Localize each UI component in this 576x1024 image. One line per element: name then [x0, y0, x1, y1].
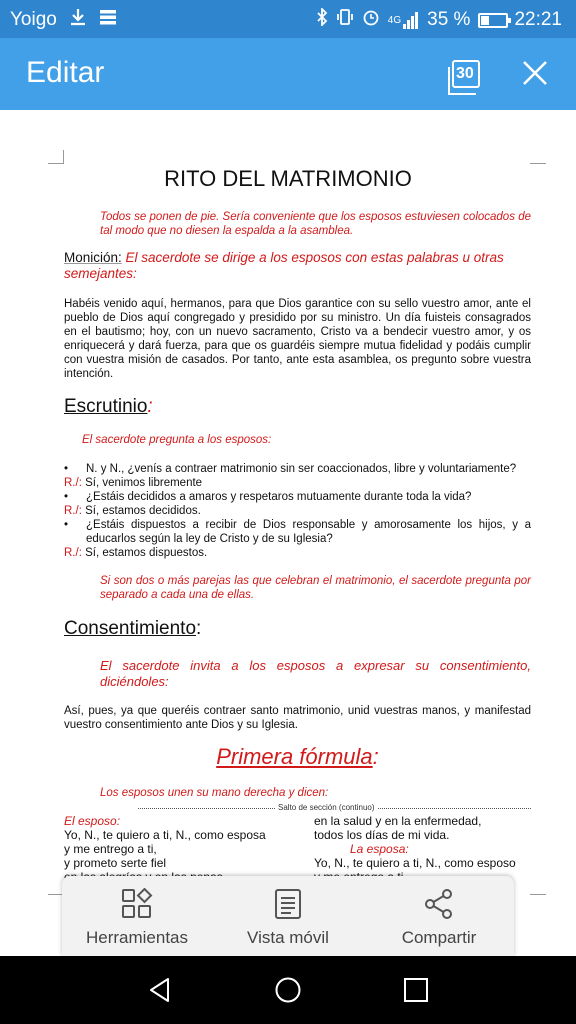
question-1: • N. y N., ¿venís a contraer matrimonio sin ser coaccionados, libre y voluntariamente?	[64, 462, 531, 476]
response-1	[64, 476, 531, 490]
signal-icon	[403, 11, 419, 29]
esposa-column	[314, 814, 534, 884]
escrutinio-note: El sacerdote pregunta a los esposos:	[82, 434, 272, 446]
document-page[interactable]	[0, 110, 576, 956]
manos-note: Los esposos unen su mano derecha y dicen:	[100, 787, 329, 799]
response-label: R./:	[64, 505, 82, 517]
close-icon[interactable]	[520, 58, 550, 88]
question-3: • ¿Estáis dispuestos a recibir de Dios responsable y amorosamente los hijos, y a educarlos según la ley de Cristo y de su Iglesia?	[64, 518, 531, 546]
parejas-note: Si son dos o más parejas las que celebran el matrimonio, el sacerdote pregunta por separado a cada una de ellas.	[100, 575, 531, 601]
response-text: Sí, estamos dispuestos.	[85, 547, 208, 559]
esposa-line: en la salud y en la enfermedad,	[314, 814, 482, 828]
home-icon[interactable]	[274, 976, 302, 1004]
esposo-line: y prometo serte fiel	[64, 856, 167, 870]
clock: 22:21	[514, 9, 562, 30]
intro-note: Todos se ponen de pie. Sería conveniente que los esposos estuviesen colocados de tal modo que no diesen la espalda a la asamblea.	[100, 211, 531, 237]
esposa-line: todos los días de mi vida.	[314, 828, 450, 842]
bluetooth-icon	[316, 8, 328, 32]
consentimiento-colon: :	[196, 618, 202, 639]
response-text: Sí, estamos decididos.	[85, 505, 201, 517]
page-title: Editar	[26, 56, 105, 89]
section-break-label: Salto de sección (continuo)	[278, 803, 375, 812]
escrutinio-heading-text: Escrutinio	[64, 396, 148, 417]
esposo-column	[64, 814, 294, 884]
navigation-bar	[0, 956, 576, 1024]
esposa-label: La esposa:	[350, 842, 409, 856]
primera-formula-heading	[64, 744, 531, 770]
consentimiento-heading	[64, 618, 531, 640]
monicion-body: Habéis venido aquí, hermanos, para que Dios garantice con su sello vuestro amor, ante el pueblo de Dios aquí congregado y presidido por su ministro. Un día fuisteis consagrados en el bautismo; hoy, con un nuevo sacramento, Cristo va a bendecir vuestro amor, y os enriquecerá y dará fuerza, para que os guardéis siempre mutua fidelidad y podáis cumplir con vuestra misión de casados. Por tanto, ante esta asamblea, os pregunto sobre vuestra intención.	[64, 298, 531, 380]
carrier-name: Yoigo	[10, 9, 57, 30]
mobile-view-button[interactable]	[213, 888, 363, 948]
consentimiento-body: Así, pues, ya que queréis contraer santo matrimonio, unid vuestras manos, y manifestad vuestro consentimiento ante Dios y su Iglesia.	[64, 705, 531, 731]
esposa-line: Yo, N., te quiero a ti, N., como esposo	[314, 856, 516, 870]
tools-icon	[121, 888, 153, 920]
status-bar	[0, 0, 576, 38]
question-2: • ¿Estáis decididos a amaros y respetaros mutuamente durante toda la vida?	[64, 490, 531, 504]
calendar-number: 30	[456, 65, 474, 82]
esposo-line: y me entrego a ti,	[64, 842, 157, 856]
app-bar	[0, 38, 576, 110]
tools-button[interactable]	[62, 888, 212, 948]
margin-mark-bottom-right	[530, 894, 546, 896]
esposo-label: El esposo:	[64, 814, 121, 828]
mobile-view-icon	[272, 888, 304, 920]
share-icon	[423, 888, 455, 920]
battery-percent: 35 %	[427, 9, 471, 30]
esposo-line: Yo, N., te quiero a ti, N., como esposa	[64, 828, 266, 842]
margin-mark-top-left	[48, 150, 64, 164]
bottom-toolbar	[62, 876, 514, 956]
response-label: R./:	[64, 477, 82, 489]
battery-icon	[478, 13, 508, 28]
share-button[interactable]	[364, 888, 514, 948]
margin-mark-top-right	[530, 150, 546, 164]
download-icon	[69, 8, 87, 32]
question-list	[64, 462, 531, 560]
monicion-label: Monición:	[64, 250, 122, 265]
vibrate-icon	[336, 8, 354, 32]
back-icon[interactable]	[146, 976, 174, 1004]
monicion-paragraph	[64, 250, 531, 282]
primera-formula-text: Primera fórmula	[216, 744, 373, 769]
storage-icon	[99, 8, 117, 32]
calendar-icon[interactable]	[452, 60, 480, 88]
consentimiento-heading-text: Consentimiento	[64, 618, 197, 639]
network-type: 4G	[387, 14, 402, 26]
response-label: R./:	[64, 547, 82, 559]
monicion-text: El sacerdote se dirige a los esposos con estas palabras u otras semejantes:	[64, 250, 504, 281]
alarm-icon	[362, 8, 380, 32]
response-3	[64, 546, 531, 560]
document-title: RITO DEL MATRIMONIO	[164, 166, 412, 191]
tools-label: Herramientas	[85, 928, 189, 947]
recent-apps-icon[interactable]	[402, 976, 430, 1004]
escrutinio-colon: :	[147, 396, 153, 417]
share-label: Compartir	[401, 928, 477, 947]
primera-formula-colon: :	[372, 744, 379, 769]
consentimiento-note: El sacerdote invita a los esposos a expresar su consentimiento, diciéndoles:	[100, 658, 531, 689]
mobile-view-label: Vista móvil	[247, 928, 329, 947]
escrutinio-heading	[64, 396, 531, 418]
response-text: Sí, venimos libremente	[85, 477, 203, 489]
response-2	[64, 504, 531, 518]
